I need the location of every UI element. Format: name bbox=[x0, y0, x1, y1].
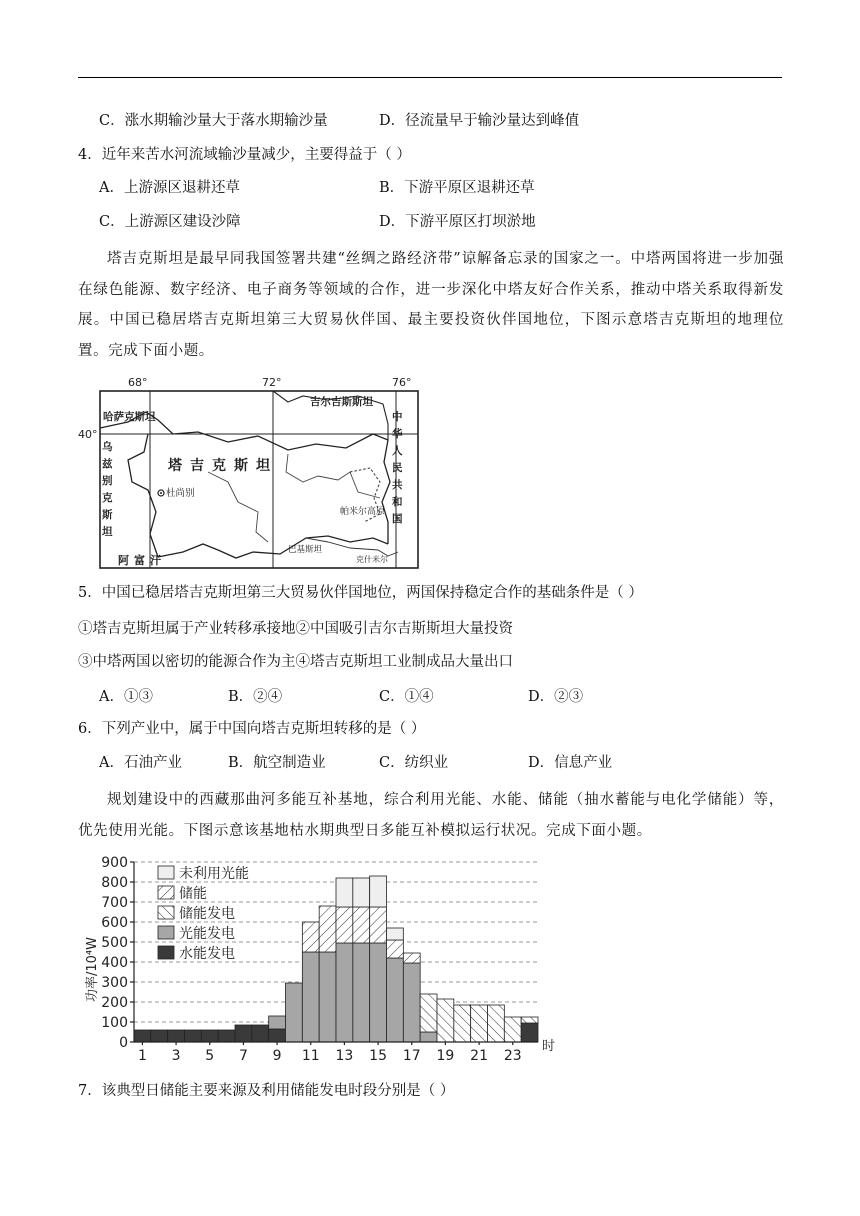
bar-segment bbox=[201, 1030, 218, 1042]
bar-segment bbox=[302, 922, 319, 952]
bar-segment bbox=[504, 1017, 521, 1042]
pakistan-label: 巴基斯坦 bbox=[288, 545, 323, 555]
legend-label: 未利用光能 bbox=[179, 866, 249, 882]
tajikistan-map bbox=[78, 372, 428, 572]
x-tick-label: 3 bbox=[171, 1048, 181, 1064]
uzbekistan-label: 乌兹别克斯坦 bbox=[102, 441, 113, 538]
x-tick-label: 17 bbox=[402, 1048, 421, 1064]
legend-label: 光能发电 bbox=[179, 926, 235, 942]
bar-segment bbox=[319, 952, 336, 1042]
q5-option-c[interactable]: C．①④ bbox=[379, 689, 434, 705]
y-tick-label: 200 bbox=[101, 995, 128, 1011]
x-tick-label: 11 bbox=[301, 1048, 320, 1064]
q6-option-b[interactable]: B．航空制造业 bbox=[228, 755, 326, 771]
q5-option-d[interactable]: D．②③ bbox=[528, 689, 584, 705]
lon-68-label: 68° bbox=[128, 376, 148, 389]
bar-segment bbox=[269, 1029, 286, 1042]
y-tick-label: 400 bbox=[101, 955, 128, 971]
bar-segment bbox=[252, 1025, 269, 1042]
bar-segment bbox=[336, 907, 353, 943]
legend-swatch bbox=[158, 926, 174, 939]
y-tick-label: 700 bbox=[101, 895, 128, 911]
x-axis-label: 时 bbox=[542, 1039, 556, 1054]
q4-option-b[interactable]: B．下游平原区退耕还草 bbox=[379, 180, 535, 196]
q7-stem: 7．该典型日储能主要来源及利用储能发电时段分别是（ ） bbox=[78, 1083, 455, 1099]
bar-segment bbox=[353, 878, 370, 907]
q4-stem: 4．近年来苦水河流域输沙量减少，主要得益于（ ） bbox=[78, 147, 411, 163]
x-tick-label: 15 bbox=[369, 1048, 387, 1064]
bar-segment bbox=[168, 1030, 185, 1042]
x-tick-label: 1 bbox=[137, 1048, 147, 1064]
china-label: 中华人民共和国 bbox=[392, 411, 403, 525]
bar-segment bbox=[218, 1030, 235, 1042]
bar-segment bbox=[319, 906, 336, 952]
lon-76-label: 76° bbox=[392, 376, 412, 389]
q5-option-a[interactable]: A．①③ bbox=[99, 689, 153, 705]
passage-naqu: 规划建设中的西藏那曲河多能互补基地，综合利用光能、水能、储能（抽水蓄能与电化学储能）等，优先使用光能。下图示意该基地枯水期典型日多能互补模拟运行状况。完成下面小题。 bbox=[78, 792, 784, 839]
bar-segment bbox=[387, 928, 404, 940]
legend-swatch bbox=[158, 866, 174, 879]
x-tick-label: 21 bbox=[470, 1048, 488, 1064]
bar-segment bbox=[370, 907, 387, 943]
q5-statement-3-4: ③中塔两国以密切的能源合作为主④塔吉克斯坦工业制成品大量出口 bbox=[78, 654, 513, 670]
x-tick-label: 9 bbox=[272, 1048, 282, 1064]
q6-option-c[interactable]: C．纺织业 bbox=[379, 755, 449, 771]
bar-segment bbox=[353, 907, 370, 943]
legend-label: 储能 bbox=[179, 886, 207, 902]
y-tick-label: 100 bbox=[101, 1015, 128, 1031]
power-chart bbox=[78, 852, 578, 1067]
tajikistan-label: 塔吉克斯坦 bbox=[168, 458, 278, 474]
legend-swatch bbox=[158, 946, 174, 959]
bar-segment bbox=[370, 876, 387, 907]
afghanistan-label: 阿富汗 bbox=[118, 554, 166, 567]
bar-segment bbox=[353, 943, 370, 1042]
lat-40-label: 40° bbox=[78, 428, 98, 441]
q3-option-c[interactable]: C．涨水期输沙量大于落水期输沙量 bbox=[99, 113, 328, 129]
dushanbe-label: 杜尚别 bbox=[166, 488, 195, 499]
bar-segment bbox=[370, 943, 387, 1042]
bar-segment bbox=[185, 1030, 202, 1042]
bar-segment bbox=[488, 1005, 505, 1042]
q5-option-b[interactable]: B．②④ bbox=[228, 689, 283, 705]
q4-option-a[interactable]: A．上游源区退耕还草 bbox=[99, 180, 240, 196]
q4-option-c[interactable]: C．上游源区建设沙障 bbox=[99, 214, 241, 230]
bar-segment bbox=[471, 1005, 488, 1042]
lon-72-label: 72° bbox=[262, 376, 282, 389]
q5-statement-1-2: ①塔吉克斯坦属于产业转移承接地②中国吸引吉尔吉斯斯坦大量投资 bbox=[78, 621, 513, 637]
y-tick-label: 900 bbox=[101, 855, 128, 871]
x-tick-label: 23 bbox=[503, 1048, 522, 1064]
passage-tajikistan: 塔吉克斯坦是最早同我国签署共建“丝绸之路经济带”谅解备忘录的国家之一。中塔两国将进一步加强在绿色能源、数字经济、电子商务等领域的合作，进一步深化中塔友好合作关系，推动中塔关系取得新发展。中国已稳居塔吉克斯坦第三大贸易伙伴国、最主要投资伙伴国地位，下图示意塔吉克斯坦的地理位置。完成下面小题。 bbox=[78, 251, 784, 359]
bar-segment bbox=[521, 1023, 538, 1042]
bar-segment bbox=[269, 1016, 286, 1029]
bar-segment bbox=[235, 1025, 252, 1042]
legend-swatch bbox=[158, 906, 174, 919]
bar-segment bbox=[387, 940, 404, 958]
q6-option-d[interactable]: D．信息产业 bbox=[528, 755, 613, 771]
kyrgyzstan-label: 吉尔吉斯斯坦 bbox=[310, 396, 373, 408]
y-tick-label: 600 bbox=[101, 915, 128, 931]
x-tick-label: 5 bbox=[205, 1048, 215, 1064]
y-axis-label: 功率/10⁴W bbox=[85, 937, 100, 1002]
header-rule bbox=[78, 77, 782, 78]
bar-segment bbox=[302, 952, 319, 1042]
x-tick-label: 13 bbox=[335, 1048, 354, 1064]
bar-segment bbox=[454, 1005, 471, 1042]
y-tick-label: 800 bbox=[101, 875, 128, 891]
bar-segment bbox=[403, 953, 420, 963]
y-tick-label: 0 bbox=[119, 1035, 128, 1051]
bar-segment bbox=[286, 983, 303, 1042]
bar-segment bbox=[420, 994, 437, 1032]
kazakhstan-label: 哈萨克斯坦 bbox=[103, 411, 156, 423]
y-tick-label: 500 bbox=[101, 935, 128, 951]
q4-option-d[interactable]: D．下游平原区打坝淤地 bbox=[379, 214, 536, 230]
legend-label: 水能发电 bbox=[179, 946, 235, 962]
bar-segment bbox=[336, 943, 353, 1042]
q5-stem: 5．中国已稳居塔吉克斯坦第三大贸易伙伴国地位，两国保持稳定合作的基础条件是（ ） bbox=[78, 585, 643, 601]
bar-segment bbox=[151, 1030, 168, 1042]
kashmir-label: 克什米尔 bbox=[356, 555, 388, 564]
y-tick-label: 300 bbox=[101, 975, 128, 991]
legend-label: 储能发电 bbox=[179, 906, 235, 922]
bar-segment bbox=[403, 963, 420, 1042]
bar-segment bbox=[420, 1032, 437, 1042]
q6-option-a[interactable]: A．石油产业 bbox=[99, 755, 182, 771]
bar-segment bbox=[134, 1030, 151, 1042]
q3-option-d[interactable]: D．径流量早于输沙量达到峰值 bbox=[379, 113, 580, 129]
bar-segment bbox=[387, 958, 404, 1042]
q6-stem: 6．下列产业中，属于中国向塔吉克斯坦转移的是（ ） bbox=[78, 721, 426, 737]
x-tick-label: 7 bbox=[238, 1048, 248, 1064]
legend-swatch bbox=[158, 886, 174, 899]
bar-segment bbox=[437, 999, 454, 1042]
x-tick-label: 19 bbox=[436, 1048, 455, 1064]
pamir-label: 帕米尔高原 bbox=[340, 507, 386, 517]
dushanbe-dot bbox=[160, 492, 162, 494]
bar-segment bbox=[521, 1017, 538, 1023]
bar-segment bbox=[336, 878, 353, 907]
